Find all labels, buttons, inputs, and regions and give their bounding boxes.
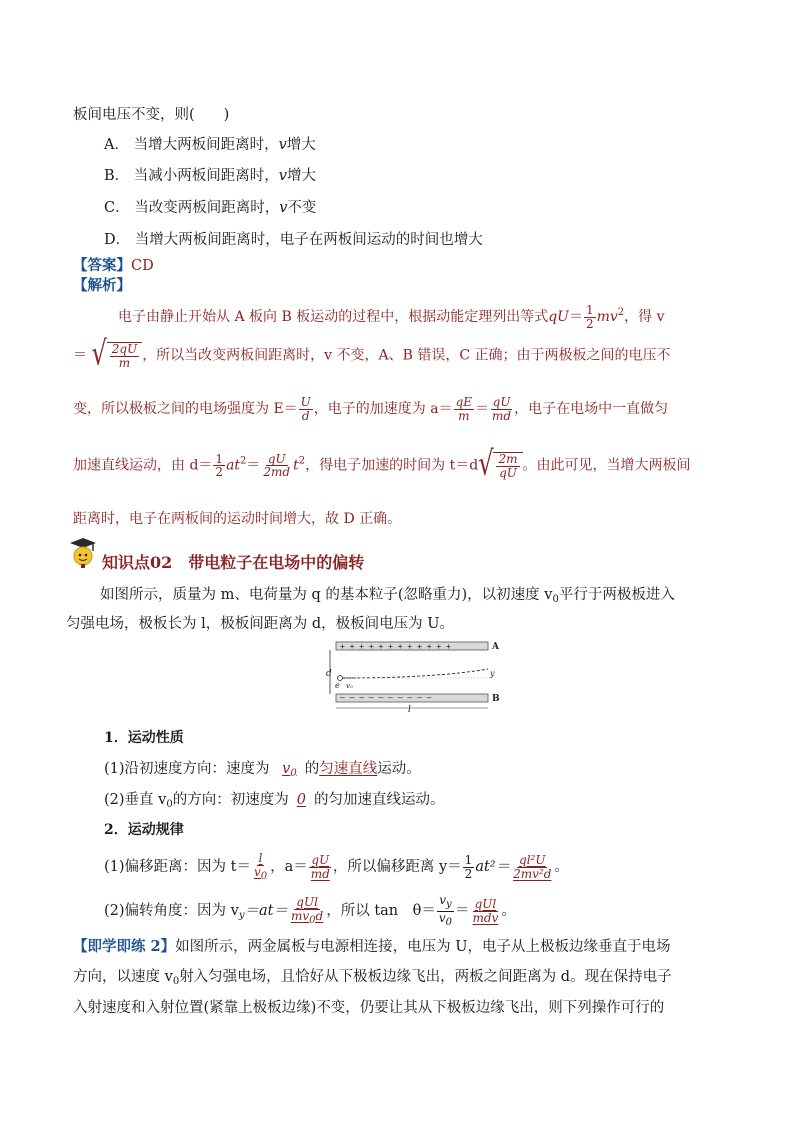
knowledge-point-icon — [66, 535, 100, 569]
section-intro-1: 如图所示，质量为 m、电荷量为 q 的基本粒子(忽略重力)，以初速度 $v_0$平行于两极板进入 — [100, 587, 675, 605]
answer-line — [73, 254, 154, 275]
option-text: 当减小两板间距离时， — [133, 168, 279, 184]
question-stem-tail: 板间电压不变，则( ) — [73, 107, 230, 123]
fill-blank-zero: 0 — [296, 792, 306, 808]
option-text-end: 增大 — [286, 168, 316, 184]
motion-law-2: (2)偏转角度：因为 $v_y=at=$ $\frac{\text{qUl}}{mv_0d}$ ，所以 tan θ＝ $\frac{v_y}{v_0}$ ＝ $\frac{\text{qUl}}{\text{mdv}}$ 。 — [104, 893, 516, 928]
svg-text:— — — — — — — — — —: — — — — — — — — — — — [340, 693, 432, 702]
exercise-label: 【即学即练 2】 — [73, 938, 176, 955]
deflection-diagram — [326, 638, 506, 718]
svg-text:d: d — [326, 669, 332, 679]
analysis-line-3: 变，所以极板之间的电场强度为 E＝ $\frac{U}{d}$ ，电子的加速度为 a＝ $\frac{qE}{m}$ ＝ $\frac{qU}{md}$ ，电子在电场中一直做匀 — [73, 395, 669, 423]
option-d — [104, 228, 483, 249]
option-text: 当增大两板间距离时， — [133, 137, 279, 153]
motion-property-2: (2)垂直 $v_0$的方向：初速度为 0 的匀加速直线运动。 — [104, 792, 445, 810]
option-letter: D． — [104, 232, 131, 248]
svg-text:l: l — [408, 705, 411, 714]
analysis-line-4: 加速直线运动，由 d＝ $\frac{1}{2}$ $at^2=$ $\frac{qU}{2md}$ $t^2$，得电子加速的时间为 t＝d √ $\frac{2m}{qU}$ 。由此可见，当增大两板间 — [73, 443, 691, 483]
fill-blank-uniform-linear: 匀速直线 — [319, 761, 378, 777]
option-b — [104, 164, 316, 185]
analysis-line-1: 电子由静止开始从 A 板向 B 板运动的过程中，根据动能定理列出等式qU＝ $\frac{1}{2}$ $mv^2$，得 v — [118, 303, 665, 331]
exercise-line-2: 方向，以速度 $v_0$射入匀强电场，且恰好从下极板边缘飞出，两板之间距离为 d。现在保持电子 — [73, 969, 672, 987]
section-intro-2: 匀强电场，极板长为 l，极板间距离为 d，极板间电压为 U。 — [66, 616, 454, 632]
motion-property-1: (1)沿初速度方向：速度为 $v_0$ 的匀速直线运动。 — [104, 761, 421, 779]
option-letter: A． — [104, 137, 129, 153]
motion-law-1: (1)偏移距离：因为 t＝ $\frac{l}{v_0}$ ，a＝ $\frac{qU}{md}$ ，所以偏移距离 y＝ $\frac{1}{2}$ at²＝ $\frac{\text{ql²U}}{\text{2mv²d}}$ 。 — [104, 851, 569, 882]
svg-text:e: e — [335, 681, 340, 690]
exercise-line-3: 入射速度和入射位置(紧靠上极板边缘)不变，仍要让其从下极板边缘飞出，则下列操作可行的 — [73, 1000, 665, 1016]
analysis-label: 【解析】 — [73, 277, 131, 294]
option-a — [104, 133, 316, 154]
option-text: 当改变两板间距离时， — [134, 200, 280, 216]
fill-blank-v0: $v_0$ — [282, 761, 297, 779]
option-text-end: 不变 — [287, 200, 317, 216]
option-var: v — [278, 168, 287, 184]
svg-text:v₀: v₀ — [346, 682, 353, 690]
answer-label: 【答案】 — [73, 257, 131, 274]
option-letter: C． — [104, 200, 130, 216]
exercise-line-1: 【即学即练 2】如图所示，两金属板与电源相连接，电压为 U，电子从上极板边缘垂直于电场 — [73, 938, 671, 955]
analysis-line-2: ＝ √ $\frac{2qU}{m}$ ，所以当改变两板间距离时，v 不变，A、B 错误，C 正确；由于两极板之间的电压不 — [73, 333, 671, 373]
heading-motion-properties: 1．运动性质 — [104, 730, 184, 746]
section-title: 知识点02 带电粒子在电场中的偏转 — [102, 553, 365, 572]
option-text-end: 增大 — [286, 137, 316, 153]
svg-text:B: B — [492, 694, 500, 704]
analysis-line-5: 距离时，电子在两板间的运动时间增大，故 D 正确。 — [73, 511, 402, 527]
heading-motion-laws: 2．运动规律 — [104, 822, 184, 838]
option-var: v — [278, 137, 287, 153]
option-letter: B． — [104, 168, 130, 184]
option-text: 当增大两板间距离时，电子在两板间运动的时间也增大 — [134, 232, 483, 248]
option-var: v — [279, 200, 288, 216]
svg-text:y: y — [490, 669, 495, 678]
svg-text:+ + + + + + + + + + + +: + + + + + + + + + + + + — [340, 642, 451, 651]
svg-text:A: A — [492, 642, 499, 652]
option-c — [104, 196, 316, 217]
answer-value: CD — [131, 258, 154, 274]
